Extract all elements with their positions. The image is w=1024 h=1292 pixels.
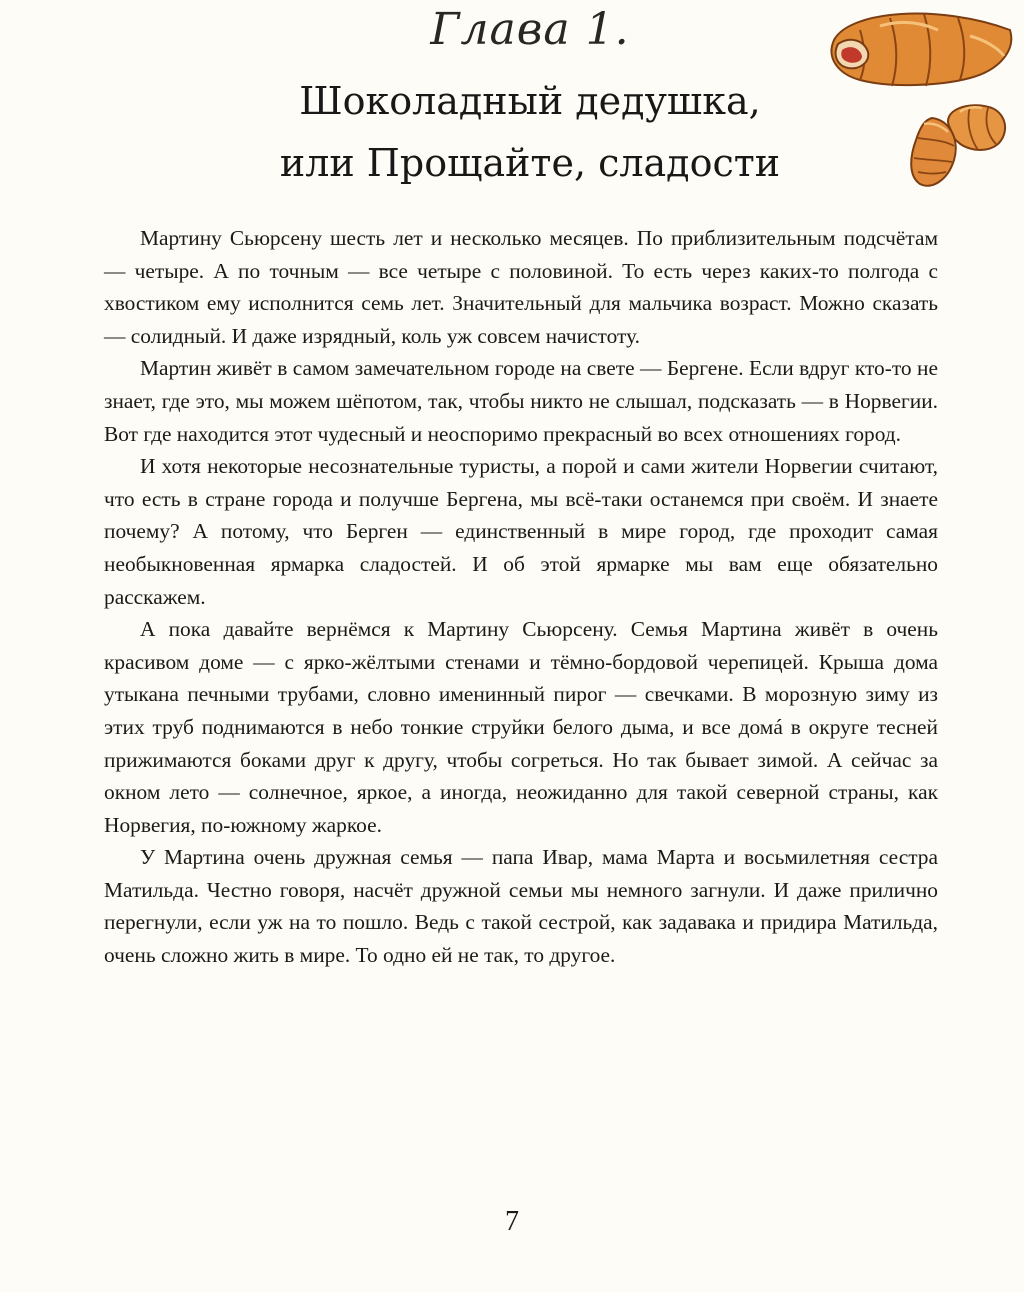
page-number: 7 — [505, 1206, 519, 1237]
chapter-body-text — [104, 222, 938, 972]
paragraph: Мартин живёт в самом замечательном городе на свете — Бергене. Если вдруг кто-то не знает, где это, мы можем шёпотом, так, чтобы никто не слышал, подсказать — в Норвегии. Вот где находится этот чудесный и неоспоримо прекрасный во всех отношениях город. — [104, 356, 938, 446]
chapter-title — [200, 70, 860, 194]
chapter-title-line-1: Шоколадный дедушка, — [299, 79, 761, 123]
croissants-illustration-icon — [820, 0, 1024, 200]
paragraph: У Мартина очень дружная семья — папа Ивар, мама Марта и восьмилетняя сестра Матильда. Честно говоря, насчёт дружной семьи мы немного загнули. И даже прилично перегнули, если уж на то пошло. Ведь с такой сестрой, как задавака и придира Матильда, очень сложно жить в мире. То одно ей не так, то другое. — [104, 845, 938, 968]
small-croissant-icon — [948, 105, 1005, 150]
small-croissant-icon — [911, 118, 956, 186]
paragraph: И хотя некоторые несознательные туристы, а порой и сами жители Норвегии считают, что есть в стране города и получше Бергена, мы всё-таки останемся при своём. И знаете почему? А потому, что Берген — единственный в мире город, где проходит самая необыкновенная ярмарка сладостей. И об этой ярмарке мы вам еще обязательно расскажем. — [104, 454, 938, 609]
paragraph: А пока давайте вернёмся к Мартину Сьюрсену. Семья Мартина живёт в очень красивом доме — с ярко-жёлтыми стенами и тёмно-бордовой черепицей. Крыша дома утыкана печными трубами, словно именинный пирог — свечками. В морозную зиму из этих труб поднимаются в небо тонкие струйки белого дыма, и все домá в округе тесней прижимаются боками друг к другу, чтобы согреться. Но так бывает зимой. А сейчас за окном лето — солнечное, яркое, а иногда, неожиданно для такой северной страны, как Норвегия, по-южному жаркое. — [104, 617, 938, 837]
chapter-label: Глава 1. — [430, 4, 630, 55]
large-croissant-icon — [832, 14, 1012, 86]
paragraph: Мартину Сьюрсену шесть лет и несколько месяцев. По приблизительным подсчётам — четыре. А по точным — все четыре с половиной. То есть через каких-то полгода с хвостиком ему исполнится семь лет. Значительный для мальчика возраст. Можно сказать — солидный. И даже изрядный, коль уж совсем начистоту. — [104, 226, 938, 348]
chapter-title-line-2: или Прощайте, сладости — [279, 141, 781, 185]
